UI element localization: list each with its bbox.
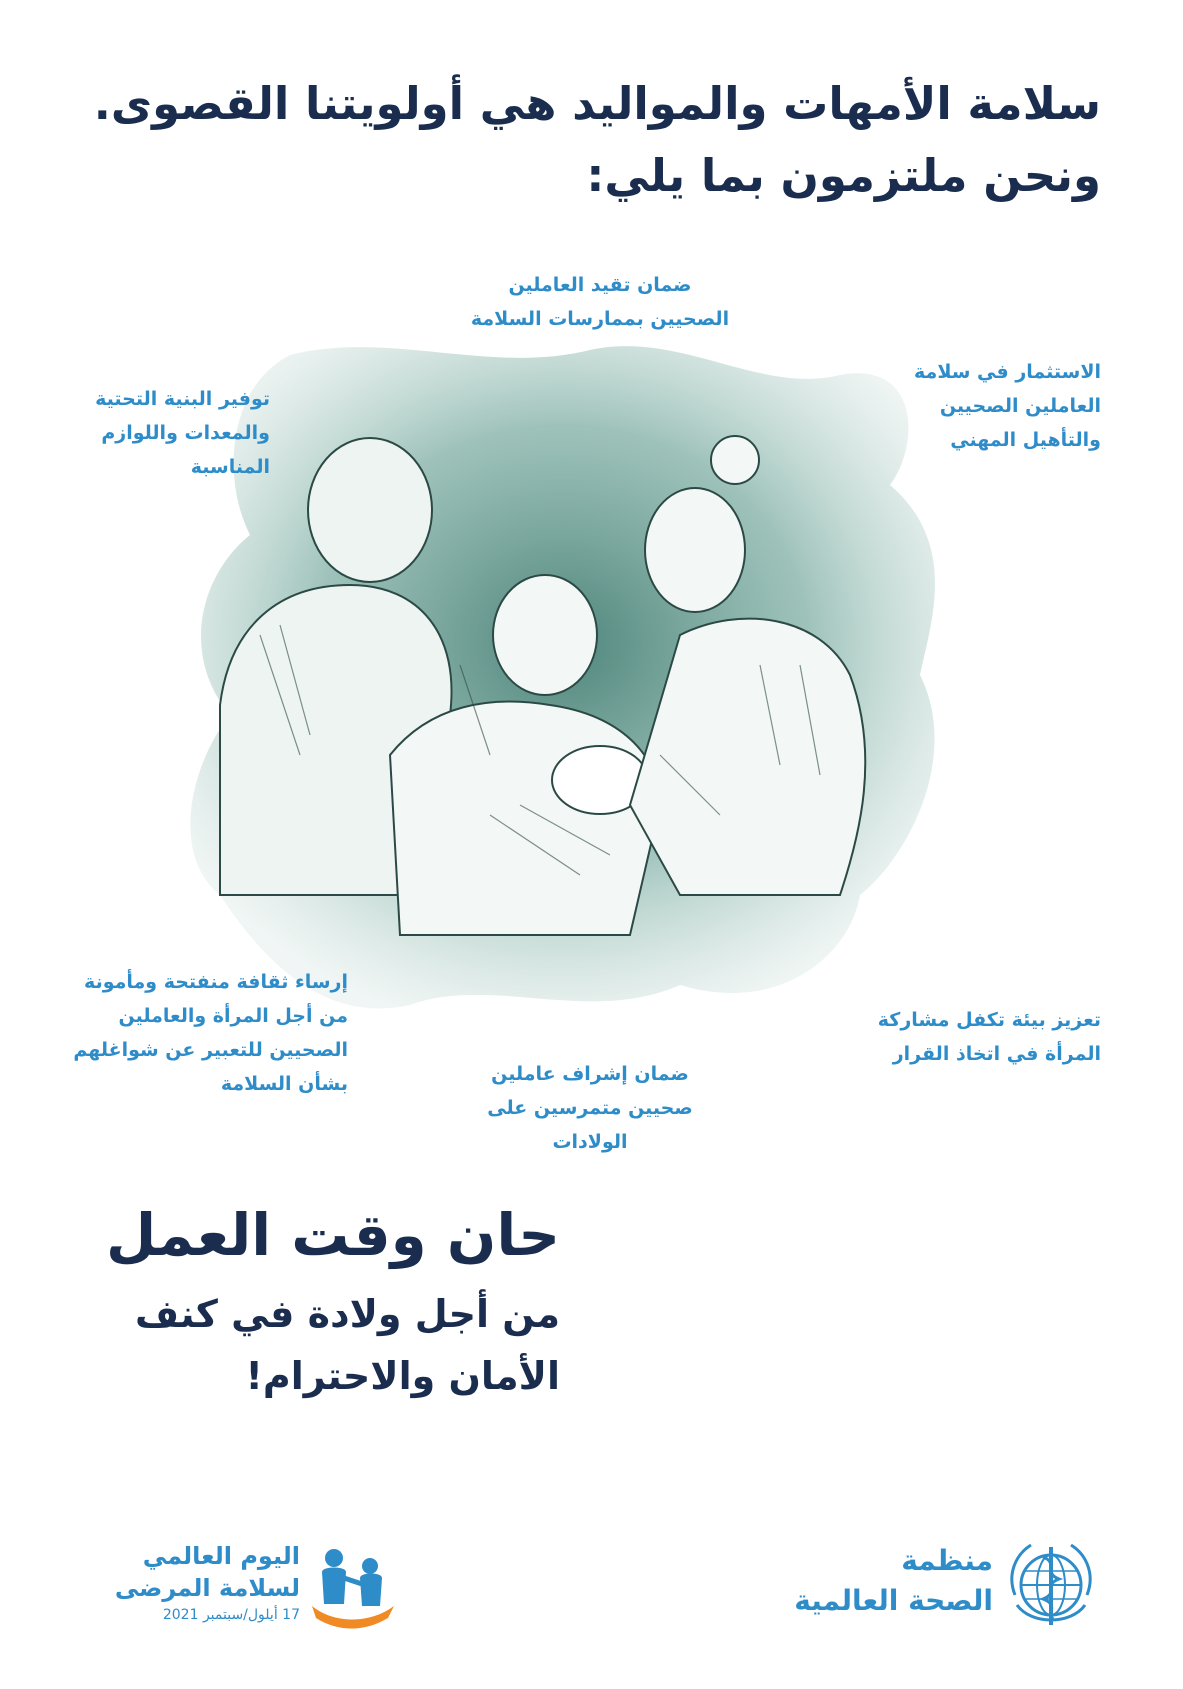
point-line: الصحيين بممارسات السلامة bbox=[470, 308, 730, 330]
headline-line-2: ونحن ملتزمون بما يلي: bbox=[586, 149, 1101, 202]
point-line: المرأة في اتخاذ القرار bbox=[892, 1043, 1101, 1065]
point-line: الاستثمار في سلامة bbox=[914, 361, 1101, 383]
wpsd-line-2: لسلامة المرضى bbox=[114, 1574, 300, 1602]
point-line: إرساء ثقافة منفتحة ومأمونة bbox=[84, 971, 348, 993]
wpsd-line-1: اليوم العالمي bbox=[142, 1542, 300, 1570]
who-name bbox=[794, 1541, 993, 1621]
point-line: الولادات bbox=[552, 1131, 628, 1153]
headline-line-1: سلامة الأمهات والمواليد هي أولويتنا القصوى. bbox=[93, 77, 1101, 130]
patient-safety-day-logo bbox=[70, 1540, 400, 1640]
who-logo bbox=[781, 1535, 1101, 1640]
patient-safety-people-icon bbox=[304, 1544, 400, 1630]
cta-subtitle-line-1: من أجل ولادة في كنف bbox=[134, 1292, 560, 1336]
point-line: والمعدات واللوازم bbox=[101, 422, 270, 444]
who-name-line-2: الصحة العالمية bbox=[794, 1584, 993, 1617]
point-open-culture bbox=[48, 965, 348, 1101]
point-line: صحيين متمرسين على bbox=[487, 1097, 693, 1119]
point-line: توفير البنية التحتية bbox=[95, 388, 270, 410]
point-line: بشأن السلامة bbox=[220, 1073, 348, 1095]
point-infrastructure bbox=[48, 382, 270, 484]
point-line: المناسبة bbox=[190, 456, 270, 478]
call-to-action bbox=[60, 1195, 560, 1407]
point-line: ضمان تقيد العاملين bbox=[508, 274, 692, 296]
who-emblem-icon bbox=[1001, 1535, 1101, 1635]
cta-title: حان وقت العمل bbox=[106, 1201, 560, 1269]
point-line: والتأهيل المهني bbox=[950, 429, 1101, 451]
wpsd-date: 17 أيلول/سبتمبر 2021 bbox=[162, 1607, 300, 1623]
headline bbox=[51, 68, 1101, 212]
point-line: من أجل المرأة والعاملين bbox=[118, 1005, 348, 1027]
point-skilled-attendance bbox=[470, 1057, 710, 1159]
point-safety-practices bbox=[420, 268, 780, 336]
point-line: العاملين الصحيين bbox=[939, 395, 1101, 417]
point-line: الصحيين للتعبير عن شواغلهم bbox=[73, 1039, 348, 1061]
point-investment bbox=[861, 355, 1101, 457]
patient-safety-day-text bbox=[115, 1540, 300, 1626]
who-name-line-1: منظمة bbox=[901, 1544, 993, 1577]
point-women-participation bbox=[841, 1003, 1101, 1071]
cta-subtitle-line-2: الأمان والاحترام! bbox=[245, 1354, 560, 1398]
point-line: تعزيز بيئة تكفل مشاركة bbox=[877, 1009, 1101, 1031]
point-line: ضمان إشراف عاملين bbox=[491, 1063, 689, 1085]
